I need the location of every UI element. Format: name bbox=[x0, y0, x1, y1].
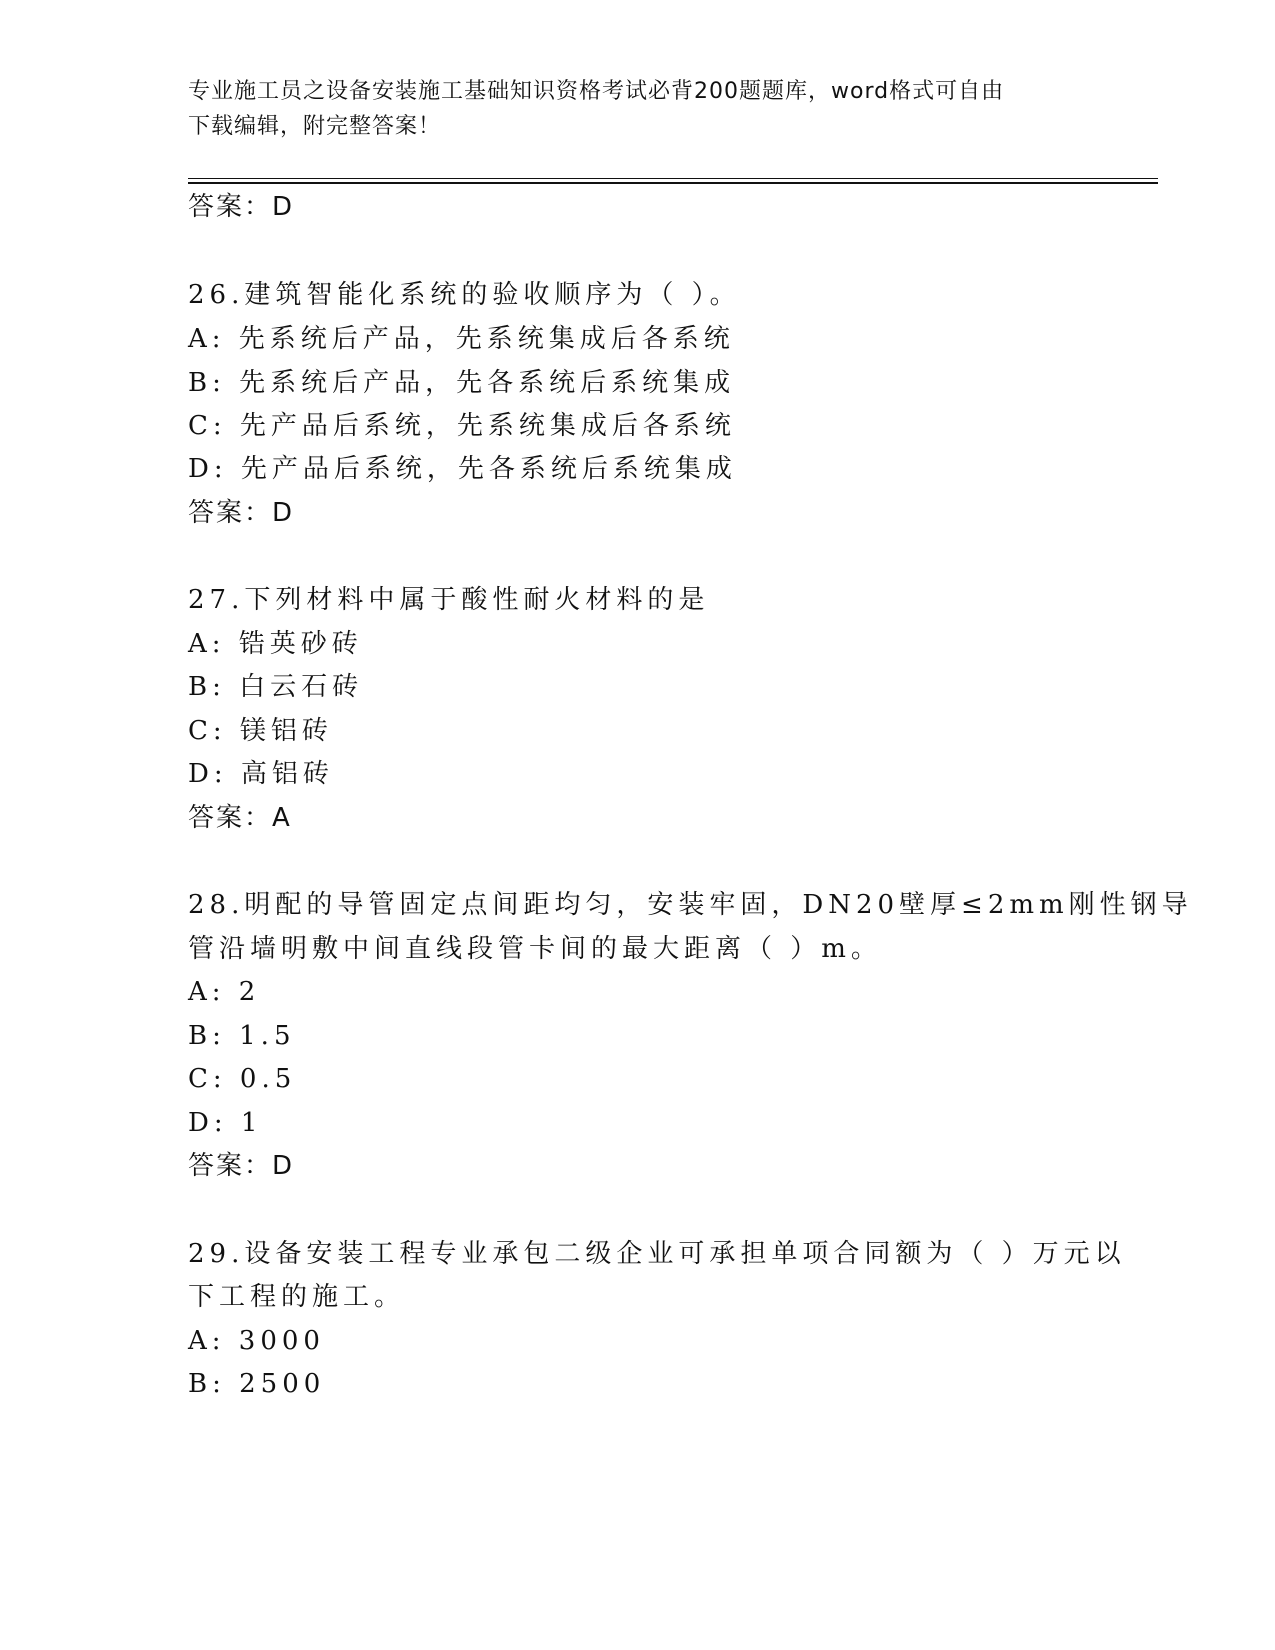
question-26-option-b: B: 先系统后产品，先各系统后系统集成 bbox=[188, 368, 736, 398]
header-line-2: 下载编辑，附完整答案！ bbox=[188, 114, 442, 139]
question-28-stem-line-1: 28.明配的导管固定点间距均匀，安装牢固，DN20壁厚≤2mm刚性钢导 bbox=[188, 890, 1193, 920]
header-divider-thin bbox=[188, 178, 1158, 179]
question-27-option-b: B: 白云石砖 bbox=[188, 672, 364, 702]
question-27-option-d: D: 高铝砖 bbox=[188, 759, 334, 789]
question-29-option-a: A: 3000 bbox=[188, 1326, 325, 1356]
question-28-stem-line-2: 管沿墙明敷中间直线段管卡间的最大距离（ ）m。 bbox=[188, 934, 882, 964]
previous-answer: 答案：D bbox=[188, 192, 295, 222]
question-27-stem: 27.下列材料中属于酸性耐火材料的是 bbox=[188, 585, 710, 615]
header-divider-thick bbox=[188, 182, 1158, 184]
question-28-answer: 答案：D bbox=[188, 1151, 295, 1181]
question-26-answer: 答案：D bbox=[188, 498, 295, 528]
document-header bbox=[188, 74, 1068, 144]
question-27-answer: 答案：A bbox=[188, 803, 292, 833]
question-26-option-a: A: 先系统后产品，先系统集成后各系统 bbox=[188, 324, 735, 354]
question-26-option-d: D: 先产品后系统，先各系统后系统集成 bbox=[188, 454, 737, 484]
question-29-option-b: B: 2500 bbox=[188, 1369, 326, 1399]
question-29-stem-line-1: 29.设备安装工程专业承包二级企业可承担单项合同额为（ ）万元以 bbox=[188, 1239, 1126, 1269]
question-28-option-c: C: 0.5 bbox=[188, 1064, 297, 1094]
question-27-option-a: A: 锆英砂砖 bbox=[188, 629, 363, 659]
header-line-1: 专业施工员之设备安装施工基础知识资格考试必背200题题库，word格式可自由 bbox=[188, 79, 1005, 104]
question-28-option-a: A: 2 bbox=[188, 977, 261, 1007]
question-27-option-c: C: 镁铝砖 bbox=[188, 716, 333, 746]
question-26-stem: 26.建筑智能化系统的验收顺序为（ ）。 bbox=[188, 280, 741, 310]
question-28-option-d: D: 1 bbox=[188, 1108, 263, 1138]
question-29-stem-line-2: 下工程的施工。 bbox=[188, 1282, 406, 1312]
question-28-option-b: B: 1.5 bbox=[188, 1021, 296, 1051]
question-26-option-c: C: 先产品后系统，先系统集成后各系统 bbox=[188, 411, 736, 441]
